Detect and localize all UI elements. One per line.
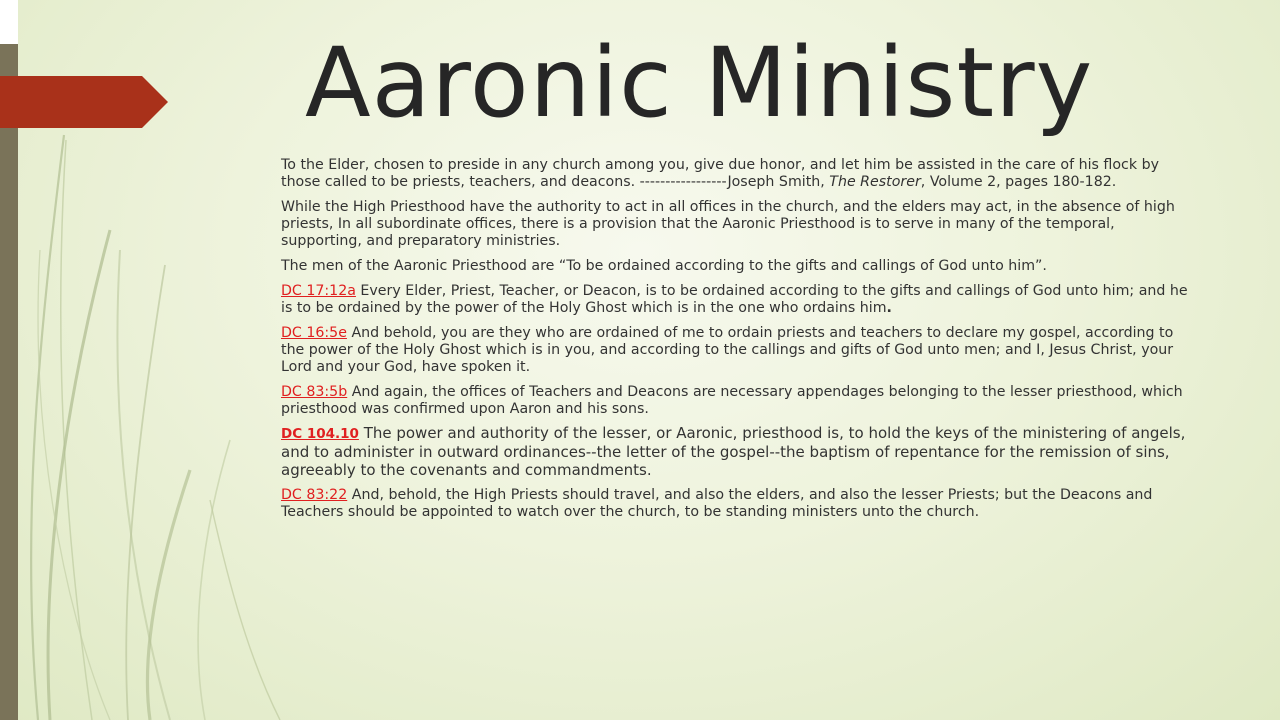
scripture-link-dc-83-22[interactable]: DC 83:22 [281, 487, 348, 503]
slide-title: Aaronic Ministry [305, 27, 1094, 139]
paragraph-dc-16-5e [281, 325, 1196, 376]
scripture-link-dc-104-10[interactable]: DC 104.10 [281, 426, 359, 442]
paragraph-dc-104-10 [281, 424, 1196, 479]
paragraph-dc-17-12a [281, 283, 1196, 317]
paragraph-dc-83-22 [281, 487, 1196, 521]
slide-body [281, 157, 1196, 717]
paragraph-text: Every Elder, Priest, Teacher, or Deacon, is to be ordained according to the gifts and callings of God unto him; and he is to be ordained by the power of the Holy Ghost which is in the one who ordains him [281, 283, 1188, 316]
paragraph-text: And, behold, the High Priests should travel, and also the elders, and also the lesser Priests; but the Deacons and Teachers should be appointed to watch over the church, to be standing ministers unto the church. [281, 487, 1153, 520]
scripture-link-dc-83-5b[interactable]: DC 83:5b [281, 384, 348, 400]
paragraph-text: And again, the offices of Teachers and Deacons are necessary appendages belonging to the lesser priesthood, which priesthood was confirmed upon Aaron and his sons. [281, 384, 1183, 417]
paragraph-citation: , Volume 2, pages 180-182. [920, 174, 1117, 190]
title-accent-arrow [0, 76, 168, 128]
scripture-link-dc-17-12a[interactable]: DC 17:12a [281, 283, 356, 299]
paragraph-text: The power and authority of the lesser, or Aaronic, priesthood is, to hold the keys of the ministering of angels, and to administer in outward ordinances--the letter of the gospel--the baptism of repentance for the remission of sins, agreeably to the covenants and commandments. [281, 424, 1186, 479]
left-decorative-bar [0, 44, 18, 720]
paragraph-elder [281, 157, 1196, 191]
corner-block [0, 0, 18, 44]
paragraph-text: To the Elder, chosen to preside in any church among you, give due honor, and let him be assisted in the care of his flock by those called to be priests, teachers, and deacons. -----------------Joseph Smith, [281, 157, 1159, 190]
paragraph-high-priesthood: While the High Priesthood have the authority to act in all offices in the church, and the elders may act, in the absence of high priests, In all subordinate offices, there is a provision that the Aaronic Priesthood is to serve in many of the temporal, supporting, and preparatory ministries. [281, 199, 1175, 249]
paragraph-aaronic-men: The men of the Aaronic Priesthood are “To be ordained according to the gifts and callings of God unto him”. [281, 258, 1047, 274]
paragraph-text: And behold, you are they who are ordained of me to ordain priests and teachers to declare my gospel, according to the power of the Holy Ghost which is in you, and according to the callings and gifts of God unto men; and I, Jesus Christ, your Lord and your God, have spoken it. [281, 325, 1174, 375]
scripture-link-dc-16-5e[interactable]: DC 16:5e [281, 325, 347, 341]
book-title: The Restorer [829, 174, 921, 190]
paragraph-end: . [886, 300, 892, 316]
paragraph-dc-83-5b [281, 384, 1196, 418]
